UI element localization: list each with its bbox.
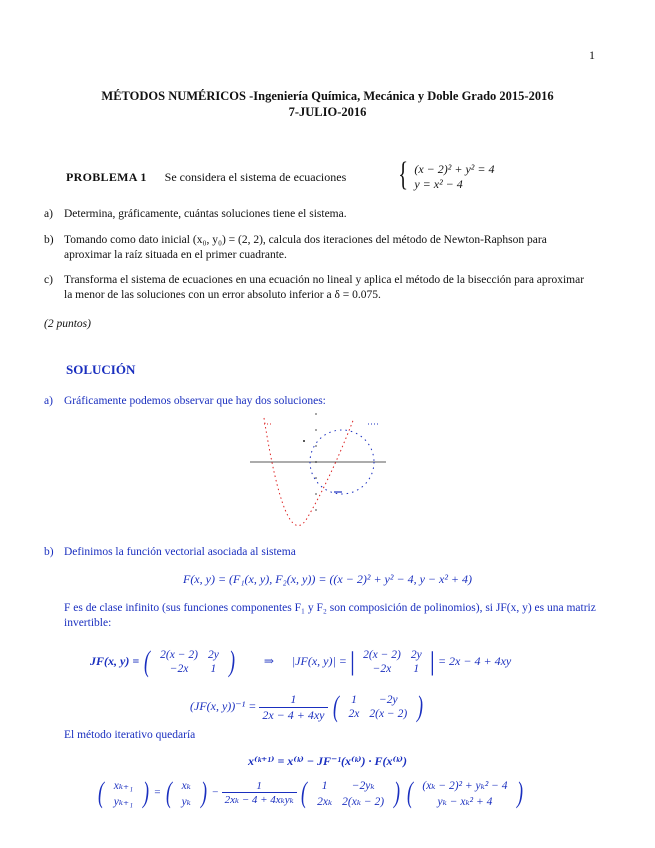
matrix-cell: xₖ bbox=[181, 780, 191, 792]
solution-graph bbox=[250, 410, 390, 530]
exam-title: MÉTODOS NUMÉRICOS -Ingeniería Química, Mecánica y Doble Grado 2015-2016 bbox=[101, 89, 554, 103]
jf-lhs: JF(x, y) = bbox=[90, 653, 140, 668]
bar-glyph: | bbox=[349, 647, 356, 676]
equation-1: (x − 2)² + y² = 4 bbox=[414, 162, 495, 176]
matrix-cell: 2(x − 2) bbox=[160, 649, 198, 661]
iter-formula: x⁽ᵏ⁺¹⁾ = x⁽ᵏ⁾ − JF⁻¹(x⁽ᵏ⁾) · F(x⁽ᵏ⁾) bbox=[248, 754, 407, 768]
paren-glyph: ( bbox=[165, 776, 172, 809]
equation-2: y = x² − 4 bbox=[414, 177, 463, 191]
jacobian-line bbox=[90, 645, 511, 679]
matrix-cell: (xₖ − 2)² + yₖ² − 4 bbox=[422, 780, 508, 792]
item-a bbox=[44, 207, 599, 222]
item-label: a) bbox=[44, 395, 53, 407]
item-text: Transforma el sistema de ecuaciones en una ecuación no lineal y aplica el método de la bisección para aproximar la menor de las soluciones con un error absoluto inferior a δ = 0.075. bbox=[64, 274, 585, 301]
implies-symbol: ⇒ bbox=[263, 653, 274, 668]
matrix-cell: yₖ − xₖ² + 4 bbox=[437, 796, 493, 808]
matrix-cell: 1 bbox=[210, 663, 217, 675]
paren-glyph: ( bbox=[144, 645, 151, 678]
paren-glyph: ) bbox=[142, 776, 149, 809]
matrix-cell: 2(xₖ − 2) bbox=[342, 796, 385, 808]
class-text: F es de clase infinito (sus funciones componentes F₁ y F₂ son composición de polinomios), si JF(x, y) es una matriz invertible: bbox=[64, 602, 596, 629]
item-text: Determina, gráficamente, cuántas soluciones tiene el sistema. bbox=[64, 208, 347, 220]
vector-function: F(x, y) = (F₁(x, y), F₂(x, y)) = ((x − 2)² + y² − 4, y − x² + 4) bbox=[182, 572, 473, 586]
inverse-matrix bbox=[344, 693, 413, 721]
matrix-cell: 2x bbox=[348, 708, 360, 720]
paren-glyph: ) bbox=[393, 776, 400, 809]
paren-glyph: ) bbox=[228, 645, 235, 678]
problem-label: PROBLEMA 1 bbox=[66, 170, 147, 184]
parabola-curve bbox=[264, 418, 354, 526]
paren-glyph: ) bbox=[417, 690, 424, 723]
matrix-cell: 2y bbox=[207, 649, 219, 661]
solution-heading: SOLUCIÓN bbox=[66, 362, 136, 377]
points-note: (2 puntos) bbox=[44, 318, 91, 330]
fraction-denominator: 2xₖ − 4 + 4xₖyₖ bbox=[224, 794, 294, 806]
fraction-denominator: 2x − 4 + 4xy bbox=[262, 707, 325, 722]
item-text: Definimos la función vectorial asociada al sistema bbox=[64, 546, 296, 558]
item-b bbox=[44, 233, 599, 263]
item-label: a) bbox=[44, 208, 53, 220]
exam-date: 7-JULIO-2016 bbox=[288, 105, 367, 119]
det-lhs: |JF(x, y)| = bbox=[291, 653, 347, 668]
vector-lhs bbox=[109, 777, 138, 809]
iter-text: El método iterativo quedaría bbox=[64, 729, 196, 741]
solution-a bbox=[44, 394, 599, 409]
determinant-matrix bbox=[358, 648, 427, 676]
iteration-expanded: ( xₖ₊₁ yₖ₊₁ ) = ( xₖ yₖ ) − $\frac{1}{\text{2xₖ − 4 + 4xₖyₖ}}$ ( 1 −2yₖ 2xₖ 2(xₖ − 2) ) ( (xₖ − 2)² + yₖ² − 4 yₖ − xₖ² + 4 ) bbox=[98, 776, 524, 809]
brace-glyph: { bbox=[398, 156, 409, 193]
problem-intro: Se considera el sistema de ecuaciones bbox=[164, 170, 347, 184]
fraction-numerator: 1 bbox=[222, 780, 297, 793]
solution-b bbox=[44, 545, 599, 560]
problem-heading bbox=[66, 170, 346, 185]
jacobian-matrix bbox=[155, 648, 224, 676]
iter-fraction bbox=[222, 780, 297, 806]
inverse-line bbox=[190, 690, 425, 724]
matrix-cell: 2(x − 2) bbox=[363, 649, 401, 661]
matrix-cell: 1 bbox=[321, 780, 328, 792]
matrix-cell: yₖ bbox=[181, 796, 191, 808]
bar-glyph: | bbox=[429, 647, 435, 676]
equation-system bbox=[395, 156, 495, 193]
paren-glyph: ) bbox=[517, 776, 524, 809]
item-label: b) bbox=[44, 546, 54, 558]
paren-glyph: ) bbox=[200, 776, 207, 809]
item-c bbox=[44, 273, 599, 303]
item-text: Tomando como dato inicial (x₀, y₀) = (2, 2), calcula dos iteraciones del método de Newton-Raphson para aproximar la raíz situada en el primer cuadrante. bbox=[64, 234, 547, 261]
matrix-cell: −2yₖ bbox=[351, 780, 375, 792]
item-text: Gráficamente podemos observar que hay dos soluciones: bbox=[64, 395, 326, 407]
matrix-cell: −2y bbox=[378, 694, 398, 706]
paren-glyph: ( bbox=[332, 690, 339, 723]
inverse-fraction bbox=[259, 692, 327, 723]
fraction-numerator: 1 bbox=[259, 692, 327, 708]
matrix-cell: −2x bbox=[372, 663, 392, 675]
iter-matrix bbox=[312, 777, 389, 809]
matrix-cell: 2(x − 2) bbox=[369, 708, 408, 720]
paren-glyph: ( bbox=[98, 776, 104, 809]
page-number: 1 bbox=[589, 48, 595, 62]
matrix-cell: 1 bbox=[351, 694, 357, 706]
matrix-cell: yₖ₊₁ bbox=[113, 796, 134, 808]
paren-glyph: ( bbox=[406, 776, 413, 809]
inv-lhs: (JF(x, y))⁻¹ = bbox=[190, 698, 257, 713]
vector-xk bbox=[177, 777, 196, 809]
item-label: b) bbox=[44, 234, 54, 246]
matrix-cell: xₖ₊₁ bbox=[113, 780, 134, 792]
function-vector bbox=[417, 777, 512, 809]
item-label: c) bbox=[44, 274, 53, 286]
matrix-cell: 2xₖ bbox=[317, 796, 333, 808]
matrix-cell: 2y bbox=[410, 649, 422, 661]
paren-glyph: ( bbox=[301, 776, 308, 809]
matrix-cell: 1 bbox=[413, 663, 420, 675]
det-rhs: = 2x − 4 + 4xy bbox=[437, 653, 512, 668]
matrix-cell: −2x bbox=[169, 663, 189, 675]
